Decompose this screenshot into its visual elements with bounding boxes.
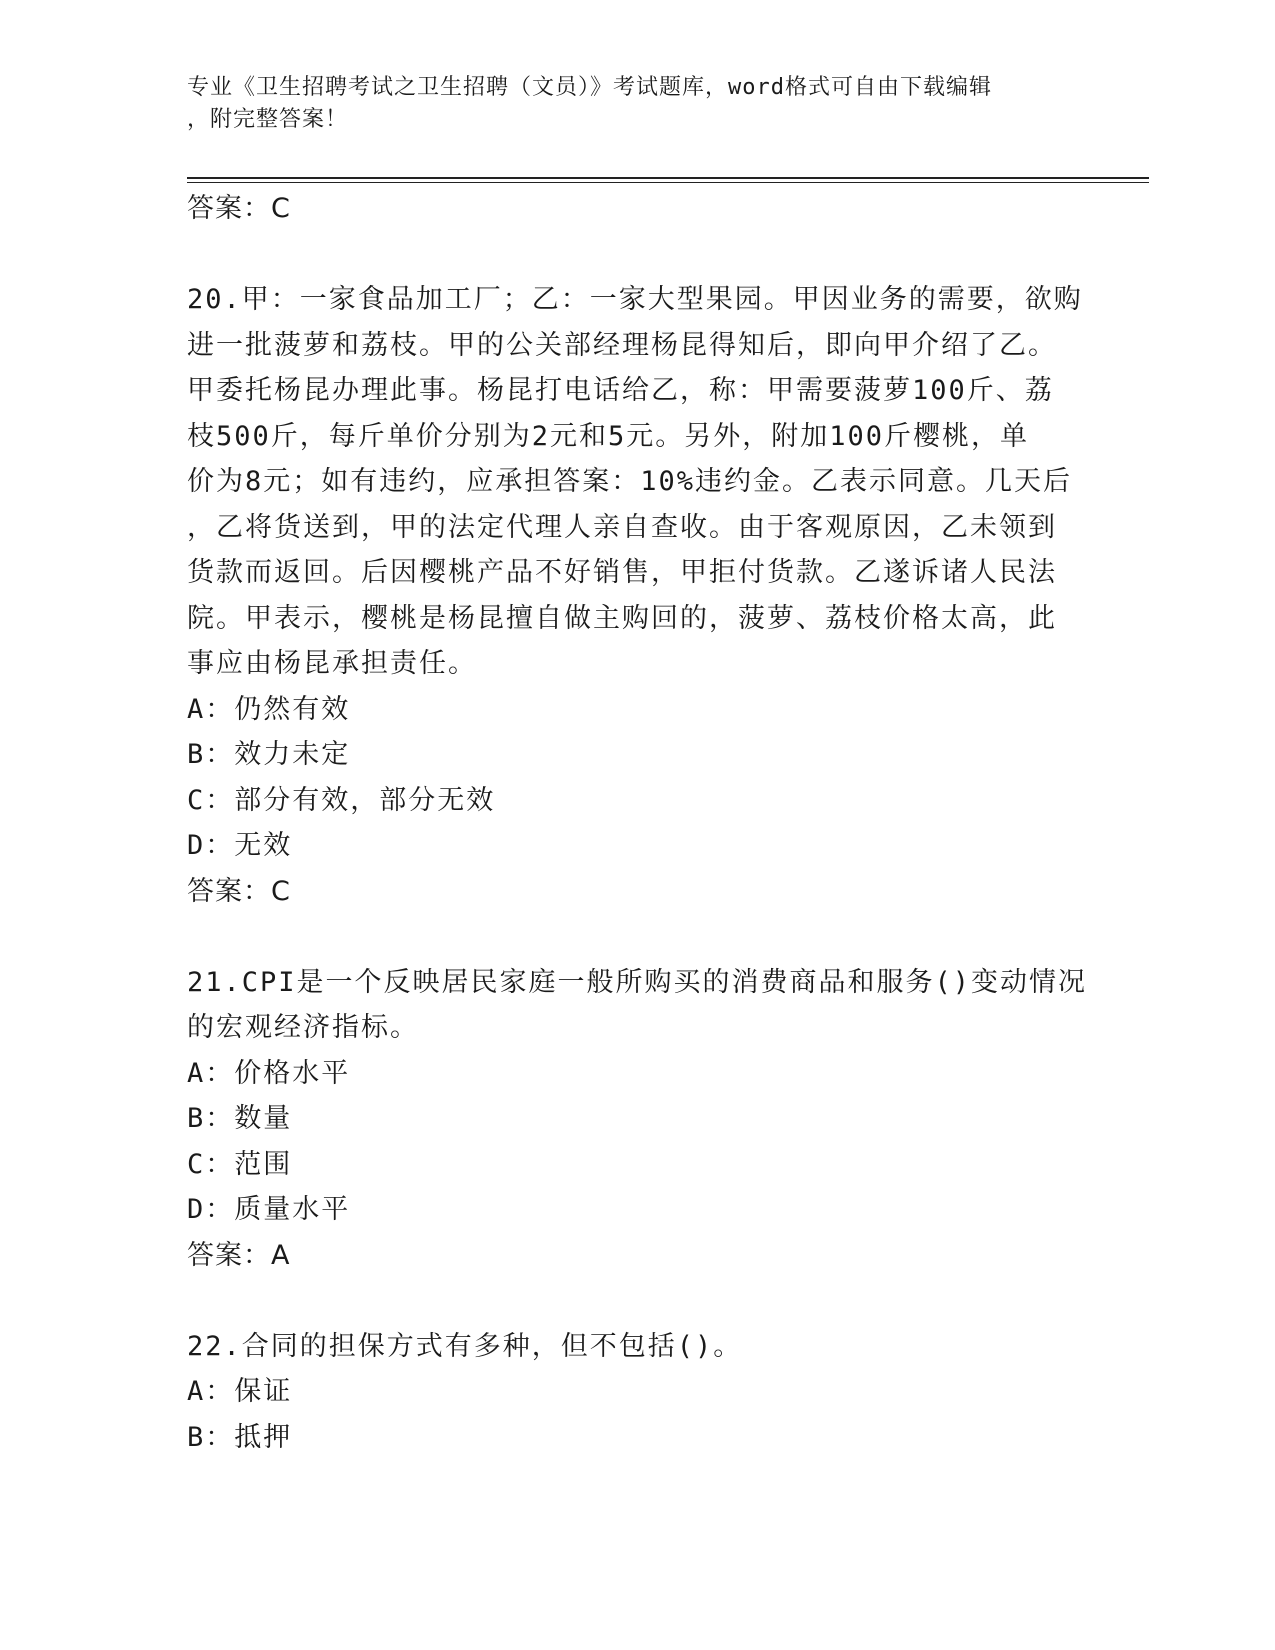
answer-previous: 答案：C <box>187 193 291 224</box>
question-text-line: 21.CPI是一个反映居民家庭一般所购买的消费商品和服务()变动情况 <box>187 966 1088 998</box>
question-22 <box>187 1324 1067 1461</box>
question-text-line: 甲委托杨昆办理此事。杨昆打电话给乙，称：甲需要菠萝100斤、荔 <box>187 375 1054 406</box>
option-a: A：保证 <box>187 1376 293 1407</box>
question-text-line: 院。甲表示，樱桃是杨昆擅自做主购回的，菠萝、荔枝价格太高，此 <box>187 602 1057 634</box>
option-d: D：无效 <box>187 830 293 861</box>
question-content <box>187 186 1088 1460</box>
option-d: D：质量水平 <box>187 1194 351 1225</box>
question-text-line: 价为8元；如有违约，应承担答案：10%违约金。乙表示同意。几天后 <box>187 466 1073 497</box>
header-line-1: 专业《卫生招聘考试之卫生招聘（文员）》考试题库，word格式可自由下载编辑 <box>187 75 992 100</box>
question-text-line: 枝500斤，每斤单价分别为2元和5元。另外，附加100斤樱桃，单 <box>187 420 1030 452</box>
option-a: A：仍然有效 <box>187 693 351 725</box>
spacer <box>187 1278 1067 1324</box>
option-c: C：部分有效，部分无效 <box>187 784 496 816</box>
option-c: C：范围 <box>187 1148 293 1180</box>
header-rule-thin <box>187 182 1149 183</box>
header-line-2: ，附完整答案！ <box>187 107 349 132</box>
option-b: B：抵押 <box>187 1421 293 1453</box>
option-b: B：效力未定 <box>187 739 351 770</box>
spacer <box>187 232 1067 278</box>
question-20 <box>187 277 1083 914</box>
option-b: B：数量 <box>187 1103 293 1134</box>
answer-20: 答案：C <box>187 875 291 907</box>
question-text-line: 事应由杨昆承担责任。 <box>187 648 477 679</box>
question-text-line: ，乙将货送到，甲的法定代理人亲自查收。由于客观原因，乙未领到 <box>187 511 1057 543</box>
header-rule-thick <box>187 177 1149 179</box>
question-text-line: 进一批菠萝和荔枝。甲的公关部经理杨昆得知后，即向甲介绍了乙。 <box>187 329 1057 361</box>
question-21 <box>187 960 1088 1279</box>
option-a: A：价格水平 <box>187 1057 351 1089</box>
question-text-line: 20.甲：一家食品加工厂；乙：一家大型果园。甲因业务的需要，欲购 <box>187 284 1083 315</box>
question-text-line: 22.合同的担保方式有多种，但不包括()。 <box>187 1330 743 1362</box>
question-text-line: 的宏观经济指标。 <box>187 1012 419 1043</box>
answer-21: 答案：A <box>187 1239 291 1271</box>
spacer <box>187 914 1067 960</box>
document-header <box>187 72 1087 136</box>
question-text-line: 货款而返回。后因樱桃产品不好销售，甲拒付货款。乙遂诉诸人民法 <box>187 557 1057 588</box>
